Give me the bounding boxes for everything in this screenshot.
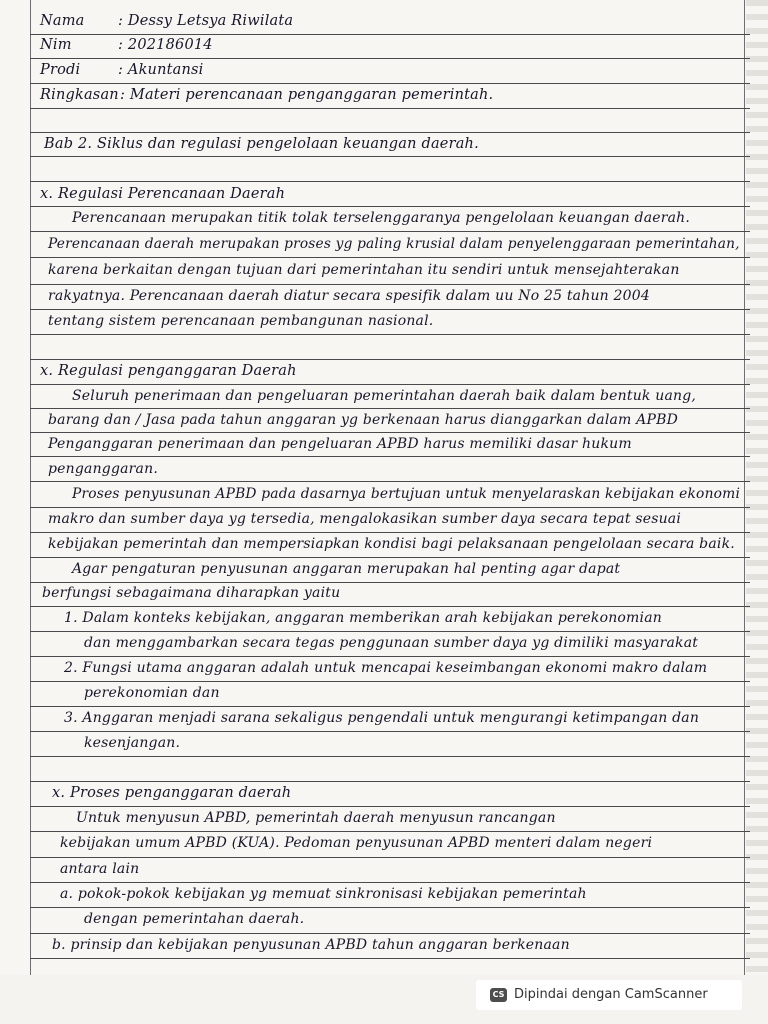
ruled-line — [30, 756, 750, 757]
text-line: rakyatnya. Perencanaan daerah diatur secara spesifik dalam uu No 25 tahun 2004 — [48, 288, 650, 304]
text-line: barang dan / Jasa pada tahun anggaran yg berkenaan harus dianggarkan dalam APBD — [48, 412, 679, 428]
text-line: antara lain — [60, 861, 140, 877]
text-line: tentang sistem perencanaan pembangunan nasional. — [48, 313, 434, 329]
text-line: makro dan sumber daya yg tersedia, mengalokasikan sumber daya secara tepat sesuai — [48, 511, 682, 527]
ruled-line — [30, 231, 750, 232]
text-line: Perencanaan merupakan titik tolak terselenggaranya pengelolaan keuangan daerah. — [72, 210, 691, 226]
camscanner-watermark — [476, 980, 742, 1010]
ruled-line — [30, 781, 750, 782]
list-item: 3. Anggaran menjadi sarana sekaligus pengendali untuk mengurangi ketimpangan dan — [64, 710, 700, 726]
prodi-value: : Akuntansi — [118, 62, 204, 78]
ruled-line — [30, 257, 750, 258]
text-line: kesenjangan. — [84, 735, 181, 751]
text-line: kebijakan pemerintah dan mempersiapkan kondisi bagi pelaksanaan pengelolaan secara baik. — [48, 536, 735, 552]
nim-label: Nim — [40, 37, 72, 53]
ruled-line — [30, 606, 750, 607]
text-line: dan menggambarkan secara tegas penggunaan sumber daya yg dimiliki masyarakat — [84, 635, 699, 651]
text-line: perekonomian dan — [84, 685, 220, 701]
ruled-line — [30, 456, 750, 457]
ruled-line — [30, 432, 750, 433]
ruled-line — [30, 706, 750, 707]
ruled-line — [30, 681, 750, 682]
list-item: 1. Dalam konteks kebijakan, anggaran memberikan arah kebijakan perekonomian — [64, 610, 662, 626]
ruled-line — [30, 806, 750, 807]
ruled-line — [30, 334, 750, 335]
ringkasan-value: : Materi perencanaan penganggaran pemerintah. — [120, 87, 494, 103]
ruled-line — [30, 181, 750, 182]
page-edge — [746, 0, 768, 975]
ruled-line — [30, 857, 750, 858]
ruled-line — [30, 309, 750, 310]
ruled-line — [30, 156, 750, 157]
nama-label: Nama — [40, 13, 85, 29]
text-line: Penganggaran penerimaan dan pengeluaran APBD harus memiliki dasar hukum — [48, 436, 632, 452]
text-line: penganggaran. — [48, 461, 158, 477]
list-item: b. prinsip dan kebijakan penyusunan APBD tahun anggaran berkenaan — [52, 937, 570, 953]
nim-value: : 202186014 — [118, 37, 213, 53]
ruled-line — [30, 58, 750, 59]
camscanner-logo-icon: CS — [490, 988, 507, 1002]
ruled-line — [30, 958, 750, 959]
ruled-line — [30, 532, 750, 533]
chapter-title: Bab 2. Siklus dan regulasi pengelolaan keuangan daerah. — [44, 136, 479, 152]
ruled-line — [30, 108, 750, 109]
section-title: x. Regulasi Perencanaan Daerah — [40, 186, 286, 202]
text-line: berfungsi sebagaimana diharapkan yaitu — [42, 585, 341, 601]
text-line: karena berkaitan dengan tujuan dari pemerintahan itu sendiri untuk mensejahterakan — [48, 262, 680, 278]
ruled-line — [30, 481, 750, 482]
text-line: kebijakan umum APBD (KUA). Pedoman penyusunan APBD menteri dalam negeri — [60, 835, 653, 851]
ruled-line — [30, 284, 750, 285]
ruled-line — [30, 206, 750, 207]
ruled-line — [30, 882, 750, 883]
right-margin-line — [744, 0, 745, 975]
ruled-line — [30, 933, 750, 934]
ruled-line — [30, 582, 750, 583]
text-line: Untuk menyusun APBD, pemerintah daerah menyusun rancangan — [76, 810, 556, 826]
ruled-line — [30, 656, 750, 657]
ruled-line — [30, 557, 750, 558]
ruled-line — [30, 408, 750, 409]
text-line: Perencanaan daerah merupakan proses yg paling krusial dalam penyelenggaraan pemerintahan, — [48, 236, 740, 252]
text-line: Proses penyusunan APBD pada dasarnya bertujuan untuk menyelaraskan kebijakan ekonomi — [72, 486, 741, 502]
section-title: x. Proses penganggaran daerah — [52, 785, 292, 801]
ruled-line — [30, 507, 750, 508]
ruled-line — [30, 907, 750, 908]
ruled-line — [30, 83, 750, 84]
text-line: Seluruh penerimaan dan pengeluaran pemerintahan daerah baik dalam bentuk uang, — [72, 388, 697, 404]
ruled-line — [30, 34, 750, 35]
prodi-label: Prodi — [40, 62, 81, 78]
ringkasan-label: Ringkasan — [40, 87, 119, 103]
list-item: 2. Fungsi utama anggaran adalah untuk mencapai keseimbangan ekonomi makro dalam — [64, 660, 708, 676]
list-item: a. pokok-pokok kebijakan yg memuat sinkronisasi kebijakan pemerintah — [60, 886, 587, 902]
section-title: x. Regulasi penganggaran Daerah — [40, 363, 297, 379]
ruled-line — [30, 631, 750, 632]
text-line: dengan pemerintahan daerah. — [84, 911, 305, 927]
watermark-text: Dipindai dengan CamScanner — [514, 987, 708, 1002]
ruled-line — [30, 132, 750, 133]
ruled-line — [30, 731, 750, 732]
ruled-line — [30, 359, 750, 360]
left-margin-line — [30, 0, 31, 975]
nama-value: : Dessy Letsya Riwilata — [118, 13, 294, 29]
text-line: Agar pengaturan penyusunan anggaran merupakan hal penting agar dapat — [72, 561, 621, 577]
ruled-line — [30, 831, 750, 832]
ruled-line — [30, 384, 750, 385]
